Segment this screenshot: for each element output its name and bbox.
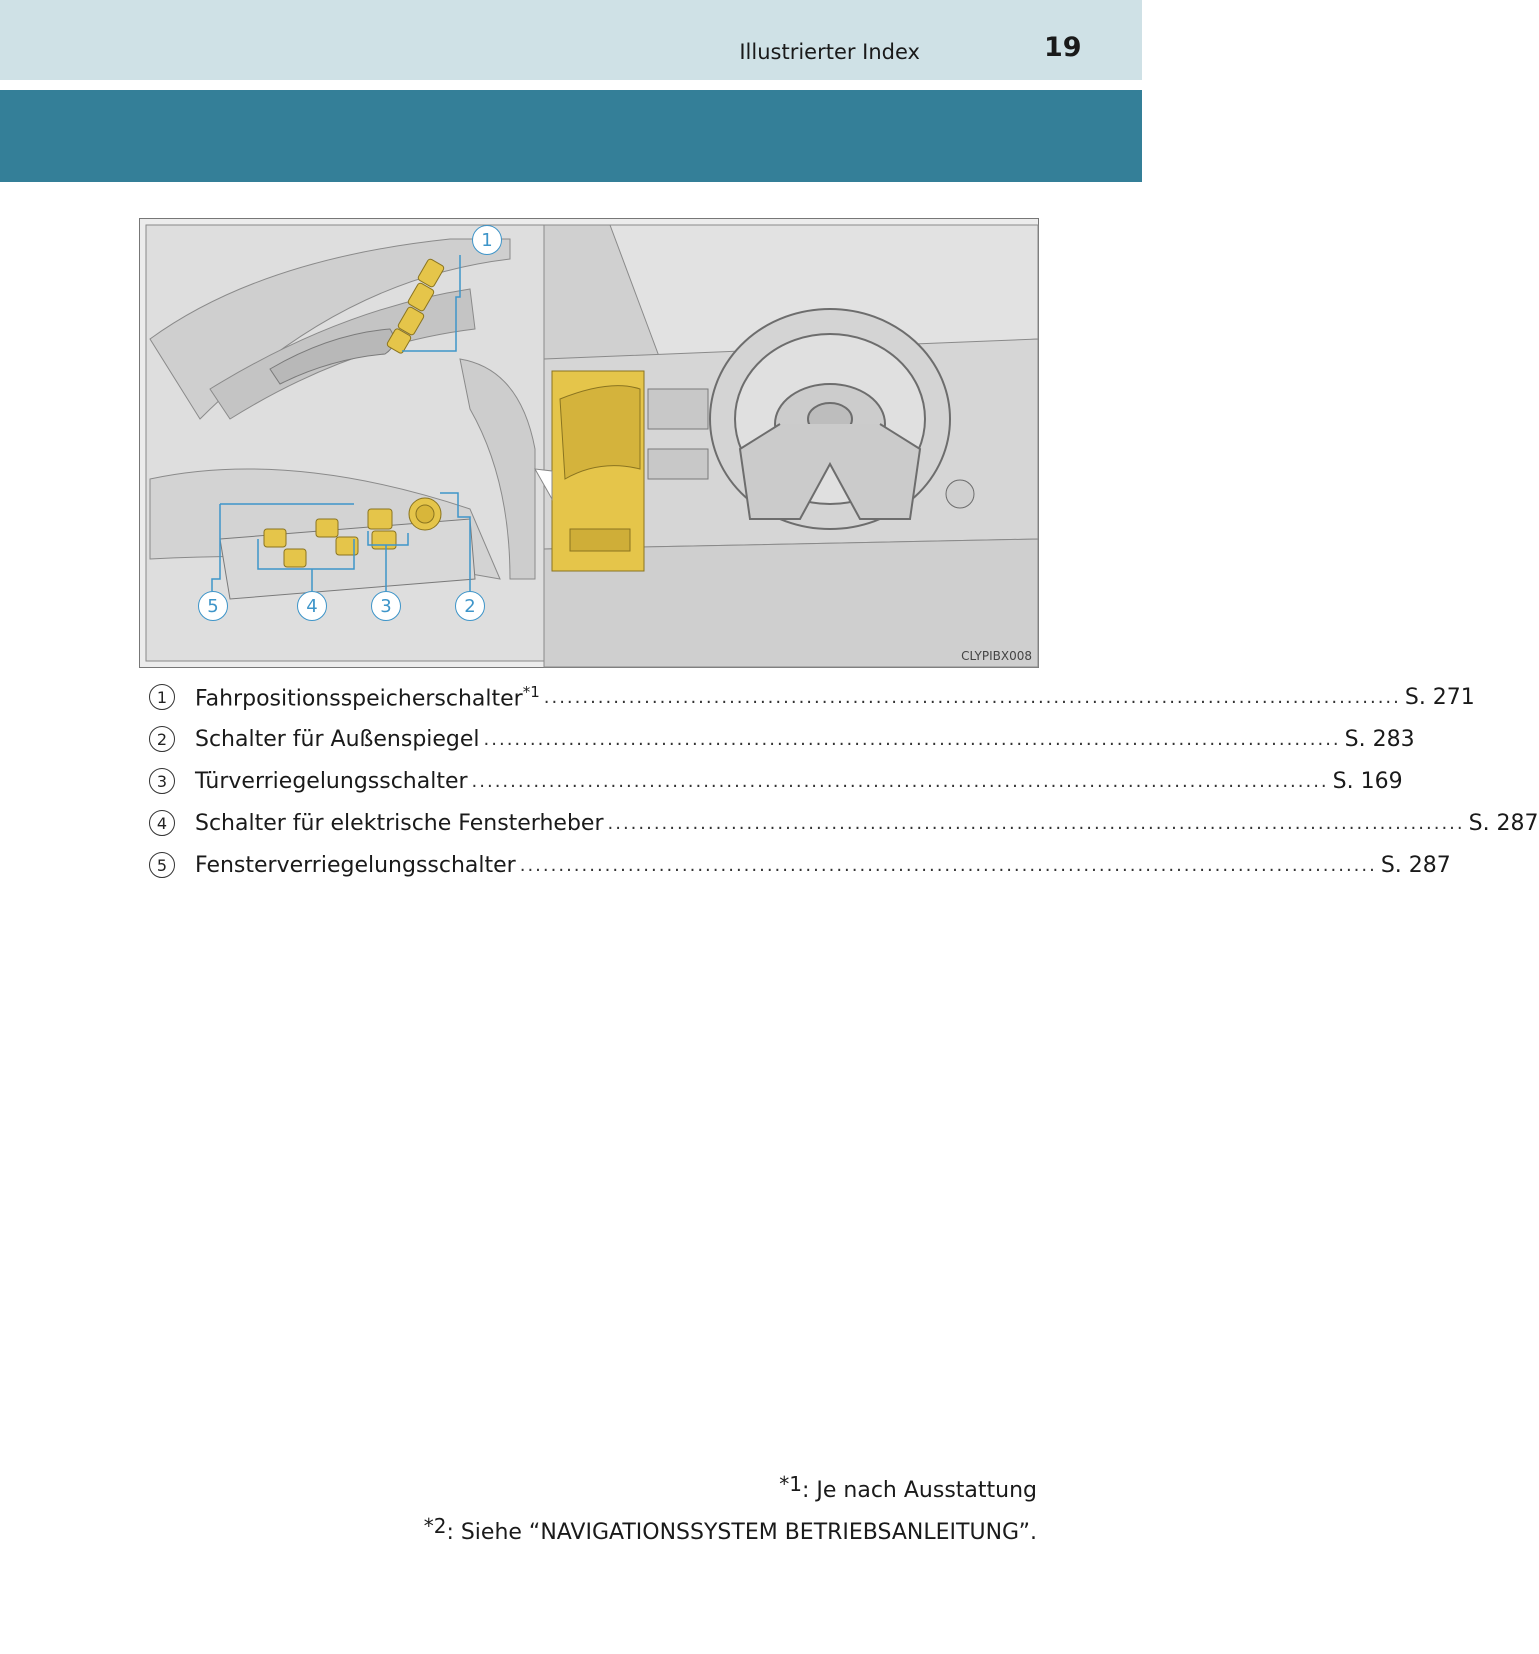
header-band xyxy=(0,0,1142,80)
callout-1: 1 xyxy=(472,225,502,255)
leader-dots: ............................................................................................................... xyxy=(519,854,1377,876)
leader-dots: ............................................................................................................... xyxy=(607,812,1465,834)
page-reference[interactable]: S. 287 xyxy=(1380,852,1451,878)
index-label: Schalter für elektrische Fensterheber xyxy=(195,810,604,836)
footnote-1: *1: Je nach Ausstattung xyxy=(779,1472,1037,1503)
page-reference[interactable]: S. 169 xyxy=(1332,768,1403,794)
index-label: Fahrpositionsspeicherschalter$^{*1}$ xyxy=(195,682,540,712)
leader-dots: ............................................................................................................... xyxy=(543,686,1401,708)
index-row[interactable] xyxy=(149,802,1539,844)
index-row[interactable] xyxy=(149,844,1451,886)
illustration-svg xyxy=(140,219,1038,667)
figure-code: CLYPIBX008 xyxy=(961,649,1032,663)
callout-5: 5 xyxy=(198,591,228,621)
page-reference[interactable]: S. 287 xyxy=(1468,810,1539,836)
index-number: 4 xyxy=(149,810,175,836)
leader-dots: ............................................................................................................... xyxy=(483,728,1341,750)
index-number: 1 xyxy=(149,684,175,710)
steering-wheel xyxy=(710,309,950,529)
footnote-ref: *1 xyxy=(522,682,540,701)
index-label: Türverriegelungsschalter xyxy=(195,768,468,794)
index-number: 5 xyxy=(149,852,175,878)
callout-2: 2 xyxy=(455,591,485,621)
door-illustration xyxy=(139,218,1039,668)
index-label: Fensterverriegelungsschalter xyxy=(195,852,516,878)
index-label: Schalter für Außenspiegel xyxy=(195,726,480,752)
callout-3: 3 xyxy=(371,591,401,621)
index-row[interactable] xyxy=(149,718,1415,760)
footnote-2: *2: Siehe “NAVIGATIONSSYSTEM BETRIEBSANLEITUNG”. xyxy=(423,1514,1037,1545)
leader-dots: ............................................................................................................... xyxy=(471,770,1329,792)
index-number: 3 xyxy=(149,768,175,794)
section-title: Illustrierter Index xyxy=(739,40,920,64)
header-color-bar xyxy=(0,90,1142,182)
index-list xyxy=(149,676,1539,886)
callout-4: 4 xyxy=(297,591,327,621)
index-number: 2 xyxy=(149,726,175,752)
page-reference[interactable]: S. 283 xyxy=(1344,726,1415,752)
page-number: 19 xyxy=(1044,32,1082,63)
page-reference[interactable]: S. 271 xyxy=(1404,684,1475,710)
index-row[interactable] xyxy=(149,676,1475,718)
index-row[interactable] xyxy=(149,760,1403,802)
header-divider xyxy=(0,80,1142,90)
